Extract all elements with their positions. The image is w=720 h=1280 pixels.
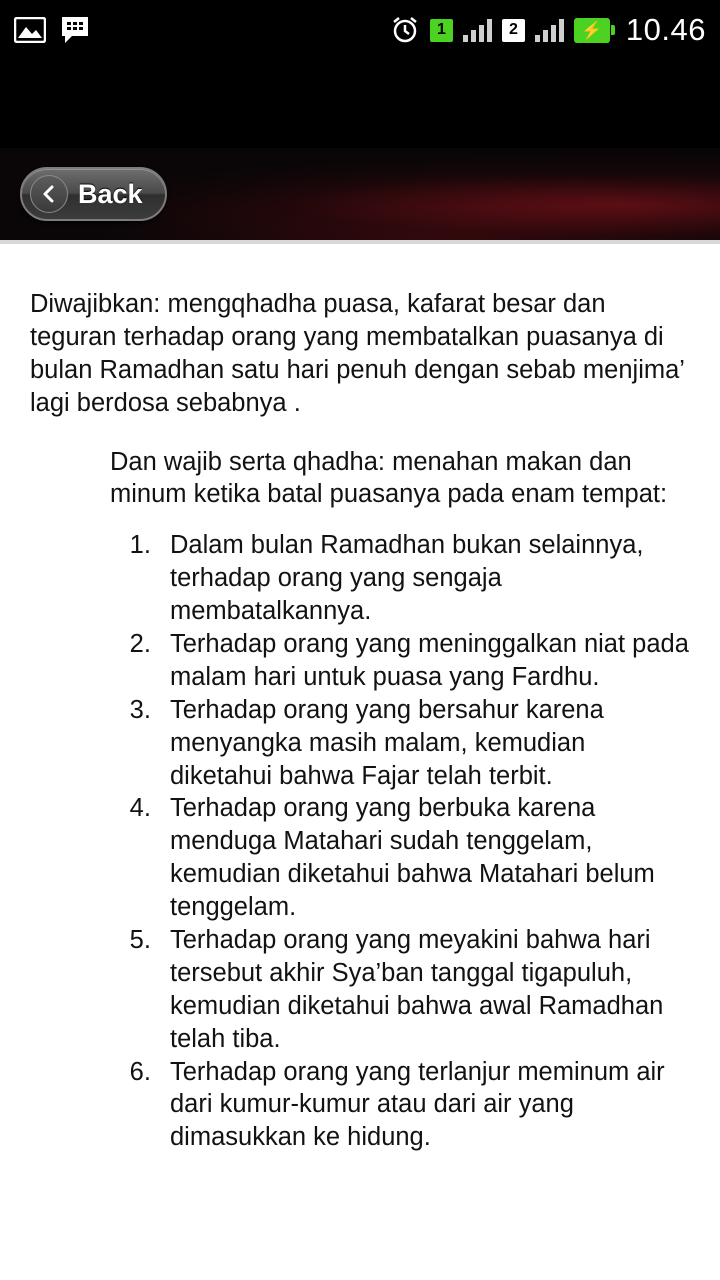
paragraph-secondary: Dan wajib serta qhadha: menahan makan dan minum ketika batal puasanya pada enam tempat: (110, 447, 668, 509)
signal-bars-sim2-icon (535, 18, 564, 42)
status-bar (0, 0, 720, 60)
status-bar-filler (0, 60, 720, 148)
list-item: 2. Terhadap orang yang meninggalkan niat pada malam hari untuk puasa yang Fardhu. (158, 628, 690, 694)
sim2-icon: 2 (502, 19, 525, 42)
list-item: 3. Terhadap orang yang bersahur karena menyangka masih malam, kemudian diketahui bahwa Fajar telah terbit. (158, 694, 690, 793)
image-icon (14, 17, 46, 43)
battery-bolt-glyph: ⚡ (581, 20, 603, 40)
back-button[interactable] (20, 167, 167, 221)
battery-charging-icon (574, 18, 610, 43)
chevron-left-icon (30, 175, 68, 213)
back-button-label: Back (78, 178, 143, 209)
article-content (0, 244, 720, 1154)
status-bar-left-icons (14, 16, 90, 44)
signal-bars-sim1-icon (463, 18, 492, 42)
status-clock: 10.46 (625, 12, 706, 47)
list-item: 6. Terhadap orang yang terlanjur meminum air dari kumur-kumur atau dari air yang dimasukkan ke hidung. (158, 1056, 690, 1155)
app-header (0, 148, 720, 244)
paragraph-intro: Diwajibkan: mengqhadha puasa, kafarat besar dan teguran terhadap orang yang membatalkan puasanya di bulan Ramadhan satu hari penuh dengan sebab menjima’ lagi berdosa sebabnya . (30, 290, 685, 417)
alarm-clock-icon (390, 15, 420, 45)
status-bar-right-icons (390, 12, 706, 48)
list-item: 1. Dalam bulan Ramadhan bukan selainnya, terhadap orang yang sengaja membatalkannya. (158, 529, 690, 628)
numbered-list (30, 529, 690, 1154)
list-item: 4. Terhadap orang yang berbuka karena menduga Matahari sudah tenggelam, kemudian diketahui bahwa Matahari belum tenggelam. (158, 792, 690, 924)
bbm-messenger-icon (60, 16, 90, 44)
list-item: 5. Terhadap orang yang meyakini bahwa hari tersebut akhir Sya’ban tanggal tigapuluh, kemudian diketahui bahwa awal Ramadhan telah tiba. (158, 924, 690, 1056)
sim1-icon: 1 (430, 19, 453, 42)
